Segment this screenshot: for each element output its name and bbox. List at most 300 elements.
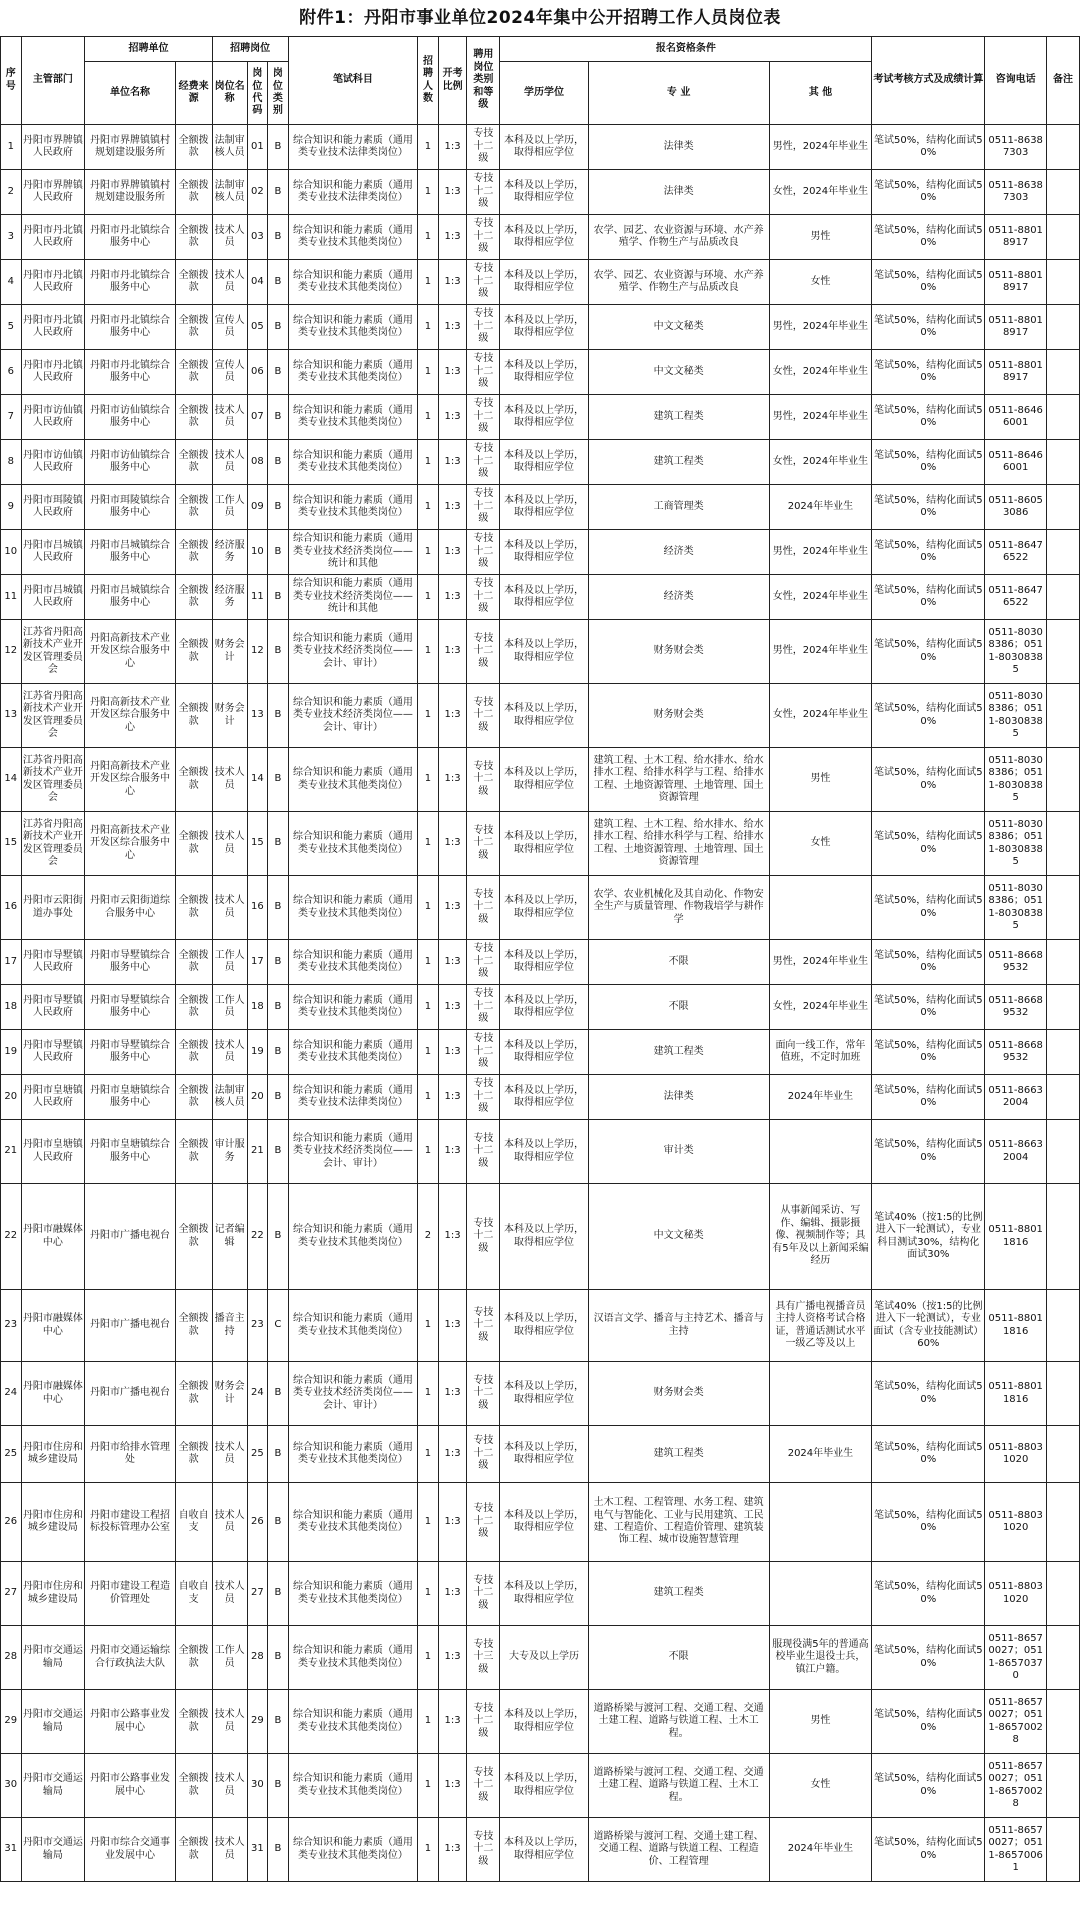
header-note: 备注 bbox=[1046, 37, 1079, 125]
cell-num: 1 bbox=[418, 985, 439, 1030]
cell-num: 1 bbox=[418, 530, 439, 575]
cell-code: 13 bbox=[247, 684, 268, 748]
cell-post: 法制审核人员 bbox=[212, 125, 247, 170]
cell-note bbox=[1046, 530, 1079, 575]
cell-num: 1 bbox=[418, 812, 439, 876]
table-row bbox=[1, 620, 1080, 684]
cell-note bbox=[1046, 1626, 1079, 1690]
cell-ratio: 1:3 bbox=[438, 1362, 467, 1426]
cell-seq: 12 bbox=[1, 620, 22, 684]
cell-major: 财务财会类 bbox=[588, 1362, 769, 1426]
cell-edu: 本科及以上学历，取得相应学位 bbox=[500, 1184, 588, 1290]
cell-level: 专技十二级 bbox=[467, 530, 500, 575]
cell-num: 1 bbox=[418, 1075, 439, 1120]
cell-unit: 丹阳市丹北镇综合服务中心 bbox=[85, 215, 175, 260]
cell-note bbox=[1046, 260, 1079, 305]
cell-num: 1 bbox=[418, 1362, 439, 1426]
table-row bbox=[1, 1362, 1080, 1426]
cell-num: 1 bbox=[418, 1426, 439, 1483]
cell-major: 不限 bbox=[588, 940, 769, 985]
cell-seq: 24 bbox=[1, 1362, 22, 1426]
table-row bbox=[1, 170, 1080, 215]
table-row bbox=[1, 305, 1080, 350]
cell-fund: 全额拨款 bbox=[175, 440, 212, 485]
cell-post: 技术人员 bbox=[212, 215, 247, 260]
cell-edu: 大专及以上学历 bbox=[500, 1626, 588, 1690]
cell-edu: 本科及以上学历，取得相应学位 bbox=[500, 1290, 588, 1362]
cell-other: 服现役满5年的普通高校毕业生退役士兵，镇江户籍。 bbox=[769, 1626, 872, 1690]
cell-ratio: 1:3 bbox=[438, 812, 467, 876]
cell-other bbox=[769, 1362, 872, 1426]
cell-seq: 16 bbox=[1, 876, 22, 940]
cell-fund: 全额拨款 bbox=[175, 1290, 212, 1362]
cell-fund: 全额拨款 bbox=[175, 350, 212, 395]
cell-level: 专技十二级 bbox=[467, 485, 500, 530]
cell-unit: 丹阳市建设工程造价管理处 bbox=[85, 1562, 175, 1626]
cell-major: 道路桥梁与渡河工程、交通土建工程、交通工程、道路与铁道工程、工程造价、工程管理 bbox=[588, 1818, 769, 1882]
cell-method: 笔试50%，结构化面试50% bbox=[872, 1030, 985, 1075]
cell-method: 笔试50%，结构化面试50% bbox=[872, 440, 985, 485]
cell-cat: B bbox=[268, 350, 289, 395]
cell-num: 1 bbox=[418, 876, 439, 940]
header-exam: 笔试科目 bbox=[288, 37, 417, 125]
cell-phone: 0511-88018917 bbox=[985, 350, 1047, 395]
cell-exam: 综合知识和能力素质（通用类专业技术其他类岗位） bbox=[288, 985, 417, 1030]
cell-level: 专技十二级 bbox=[467, 620, 500, 684]
cell-post: 技术人员 bbox=[212, 440, 247, 485]
cell-edu: 本科及以上学历，取得相应学位 bbox=[500, 1120, 588, 1184]
cell-dept: 江苏省丹阳高新技术产业开发区管理委员会 bbox=[21, 812, 85, 876]
cell-dept: 丹阳市吕城镇人民政府 bbox=[21, 575, 85, 620]
cell-edu: 本科及以上学历，取得相应学位 bbox=[500, 1075, 588, 1120]
cell-code: 14 bbox=[247, 748, 268, 812]
cell-num: 1 bbox=[418, 575, 439, 620]
cell-fund: 全额拨款 bbox=[175, 575, 212, 620]
cell-num: 1 bbox=[418, 350, 439, 395]
cell-cat: B bbox=[268, 485, 289, 530]
cell-unit: 丹阳高新技术产业开发区综合服务中心 bbox=[85, 812, 175, 876]
cell-level: 专技十三级 bbox=[467, 1626, 500, 1690]
table-row bbox=[1, 1626, 1080, 1690]
cell-unit: 丹阳市广播电视台 bbox=[85, 1184, 175, 1290]
cell-num: 1 bbox=[418, 940, 439, 985]
cell-edu: 本科及以上学历，取得相应学位 bbox=[500, 260, 588, 305]
cell-code: 26 bbox=[247, 1483, 268, 1562]
cell-dept: 丹阳市丹北镇人民政府 bbox=[21, 260, 85, 305]
cell-num: 2 bbox=[418, 1184, 439, 1290]
cell-ratio: 1:3 bbox=[438, 305, 467, 350]
cell-other: 女性，2024年毕业生 bbox=[769, 684, 872, 748]
table-row bbox=[1, 684, 1080, 748]
cell-other: 女性 bbox=[769, 260, 872, 305]
cell-seq: 18 bbox=[1, 985, 22, 1030]
cell-exam: 综合知识和能力素质（通用类专业技术其他类岗位） bbox=[288, 1483, 417, 1562]
cell-unit: 丹阳市建设工程招标投标管理办公室 bbox=[85, 1483, 175, 1562]
cell-fund: 全额拨款 bbox=[175, 1754, 212, 1818]
cell-code: 21 bbox=[247, 1120, 268, 1184]
cell-edu: 本科及以上学历，取得相应学位 bbox=[500, 125, 588, 170]
cell-dept: 丹阳市丹北镇人民政府 bbox=[21, 350, 85, 395]
cell-note bbox=[1046, 350, 1079, 395]
cell-unit: 丹阳市导墅镇综合服务中心 bbox=[85, 940, 175, 985]
cell-other: 男性，2024年毕业生 bbox=[769, 125, 872, 170]
cell-other: 男性，2024年毕业生 bbox=[769, 395, 872, 440]
cell-other bbox=[769, 1562, 872, 1626]
cell-exam: 综合知识和能力素质（通用类专业技术其他类岗位） bbox=[288, 1562, 417, 1626]
cell-major: 土木工程、工程管理、水务工程、建筑电气与智能化、工业与民用建筑、工民建、工程造价、工程造价管理、建筑装饰工程、城市设施智慧管理 bbox=[588, 1483, 769, 1562]
cell-exam: 综合知识和能力素质（通用类专业技术其他类岗位） bbox=[288, 1690, 417, 1754]
cell-ratio: 1:3 bbox=[438, 620, 467, 684]
cell-exam: 综合知识和能力素质（通用类专业技术其他类岗位） bbox=[288, 1626, 417, 1690]
cell-post: 技术人员 bbox=[212, 1754, 247, 1818]
cell-code: 02 bbox=[247, 170, 268, 215]
cell-cat: B bbox=[268, 1626, 289, 1690]
recruitment-table bbox=[0, 36, 1080, 1882]
cell-ratio: 1:3 bbox=[438, 170, 467, 215]
cell-method: 笔试50%，结构化面试50% bbox=[872, 350, 985, 395]
cell-seq: 6 bbox=[1, 350, 22, 395]
cell-fund: 自收自支 bbox=[175, 1562, 212, 1626]
cell-other: 男性，2024年毕业生 bbox=[769, 940, 872, 985]
cell-major: 建筑工程类 bbox=[588, 1426, 769, 1483]
cell-code: 24 bbox=[247, 1362, 268, 1426]
cell-level: 专技十二级 bbox=[467, 940, 500, 985]
cell-post: 技术人员 bbox=[212, 748, 247, 812]
cell-phone: 0511-86053086 bbox=[985, 485, 1047, 530]
cell-method: 笔试50%，结构化面试50% bbox=[872, 305, 985, 350]
cell-dept: 江苏省丹阳高新技术产业开发区管理委员会 bbox=[21, 620, 85, 684]
cell-level: 专技十二级 bbox=[467, 1562, 500, 1626]
table-row bbox=[1, 260, 1080, 305]
cell-fund: 全额拨款 bbox=[175, 170, 212, 215]
cell-seq: 4 bbox=[1, 260, 22, 305]
header-unit-name: 单位名称 bbox=[85, 62, 175, 125]
header-num: 招聘人数 bbox=[418, 37, 439, 125]
cell-unit: 丹阳市珥陵镇综合服务中心 bbox=[85, 485, 175, 530]
cell-dept: 丹阳市皇塘镇人民政府 bbox=[21, 1075, 85, 1120]
cell-phone: 0511-88011816 bbox=[985, 1362, 1047, 1426]
cell-edu: 本科及以上学历，取得相应学位 bbox=[500, 1426, 588, 1483]
cell-ratio: 1:3 bbox=[438, 1426, 467, 1483]
cell-code: 27 bbox=[247, 1562, 268, 1626]
cell-phone: 0511-80308386；0511-80308385 bbox=[985, 876, 1047, 940]
cell-major: 中文文秘类 bbox=[588, 1184, 769, 1290]
cell-method: 笔试50%，结构化面试50% bbox=[872, 876, 985, 940]
cell-cat: B bbox=[268, 1426, 289, 1483]
cell-exam: 综合知识和能力素质（通用类专业技术其他类岗位） bbox=[288, 1290, 417, 1362]
cell-note bbox=[1046, 440, 1079, 485]
cell-note bbox=[1046, 1030, 1079, 1075]
table-row bbox=[1, 530, 1080, 575]
cell-post: 法制审核人员 bbox=[212, 170, 247, 215]
cell-major: 财务财会类 bbox=[588, 684, 769, 748]
cell-post: 宣传人员 bbox=[212, 350, 247, 395]
cell-major: 农学、园艺、农业资源与环境、水产养殖学、作物生产与品质改良 bbox=[588, 260, 769, 305]
cell-other: 男性 bbox=[769, 1690, 872, 1754]
cell-ratio: 1:3 bbox=[438, 395, 467, 440]
cell-dept: 丹阳市界牌镇人民政府 bbox=[21, 170, 85, 215]
cell-cat: B bbox=[268, 1562, 289, 1626]
cell-dept: 江苏省丹阳高新技术产业开发区管理委员会 bbox=[21, 748, 85, 812]
cell-edu: 本科及以上学历，取得相应学位 bbox=[500, 1754, 588, 1818]
cell-unit: 丹阳市界牌镇镇村规划建设服务所 bbox=[85, 125, 175, 170]
cell-unit: 丹阳市公路事业发展中心 bbox=[85, 1754, 175, 1818]
cell-ratio: 1:3 bbox=[438, 1483, 467, 1562]
cell-phone: 0511-86632004 bbox=[985, 1120, 1047, 1184]
cell-seq: 2 bbox=[1, 170, 22, 215]
cell-unit: 丹阳市给排水管理处 bbox=[85, 1426, 175, 1483]
cell-method: 笔试50%，结构化面试50% bbox=[872, 985, 985, 1030]
cell-method: 笔试50%，结构化面试50% bbox=[872, 748, 985, 812]
cell-dept: 丹阳市云阳街道办事处 bbox=[21, 876, 85, 940]
cell-method: 笔试50%，结构化面试50% bbox=[872, 530, 985, 575]
cell-exam: 综合知识和能力素质（通用类专业技术其他类岗位） bbox=[288, 215, 417, 260]
cell-method: 笔试50%，结构化面试50% bbox=[872, 1483, 985, 1562]
cell-num: 1 bbox=[418, 395, 439, 440]
cell-exam: 综合知识和能力素质（通用类专业技术法律类岗位） bbox=[288, 1075, 417, 1120]
cell-note bbox=[1046, 812, 1079, 876]
cell-method: 笔试50%，结构化面试50% bbox=[872, 575, 985, 620]
header-unit-group: 招聘单位 bbox=[85, 37, 212, 62]
cell-edu: 本科及以上学历，取得相应学位 bbox=[500, 1562, 588, 1626]
cell-code: 16 bbox=[247, 876, 268, 940]
cell-ratio: 1:3 bbox=[438, 940, 467, 985]
cell-note bbox=[1046, 170, 1079, 215]
cell-dept: 丹阳市住房和城乡建设局 bbox=[21, 1426, 85, 1483]
cell-method: 笔试50%，结构化面试50% bbox=[872, 1562, 985, 1626]
cell-fund: 全额拨款 bbox=[175, 1075, 212, 1120]
cell-level: 专技十二级 bbox=[467, 575, 500, 620]
cell-num: 1 bbox=[418, 684, 439, 748]
cell-method: 笔试50%，结构化面试50% bbox=[872, 215, 985, 260]
cell-num: 1 bbox=[418, 1483, 439, 1562]
cell-note bbox=[1046, 684, 1079, 748]
header-edu: 学历学位 bbox=[500, 62, 588, 125]
cell-level: 专技十二级 bbox=[467, 1075, 500, 1120]
cell-num: 1 bbox=[418, 1120, 439, 1184]
cell-ratio: 1:3 bbox=[438, 440, 467, 485]
cell-method: 笔试50%，结构化面试50% bbox=[872, 1120, 985, 1184]
cell-other: 2024年毕业生 bbox=[769, 1818, 872, 1882]
cell-fund: 全额拨款 bbox=[175, 1818, 212, 1882]
cell-exam: 综合知识和能力素质（通用类专业技术其他类岗位） bbox=[288, 350, 417, 395]
cell-num: 1 bbox=[418, 1690, 439, 1754]
cell-dept: 丹阳市交通运输局 bbox=[21, 1626, 85, 1690]
cell-fund: 全额拨款 bbox=[175, 940, 212, 985]
cell-exam: 综合知识和能力素质（通用类专业技术其他类岗位） bbox=[288, 1030, 417, 1075]
cell-dept: 丹阳市丹北镇人民政府 bbox=[21, 305, 85, 350]
cell-unit: 丹阳市访仙镇综合服务中心 bbox=[85, 440, 175, 485]
cell-phone: 0511-86466001 bbox=[985, 440, 1047, 485]
cell-note bbox=[1046, 748, 1079, 812]
cell-phone: 0511-86570027；0511-86570061 bbox=[985, 1818, 1047, 1882]
cell-num: 1 bbox=[418, 1290, 439, 1362]
cell-code: 09 bbox=[247, 485, 268, 530]
cell-ratio: 1:3 bbox=[438, 350, 467, 395]
cell-major: 不限 bbox=[588, 985, 769, 1030]
cell-major: 农学、农业机械化及其自动化、作物安全生产与质量管理、作物栽培学与耕作学 bbox=[588, 876, 769, 940]
cell-edu: 本科及以上学历，取得相应学位 bbox=[500, 748, 588, 812]
cell-level: 专技十二级 bbox=[467, 1290, 500, 1362]
header-phone: 咨询电话 bbox=[985, 37, 1047, 125]
cell-cat: B bbox=[268, 395, 289, 440]
cell-unit: 丹阳市皇塘镇综合服务中心 bbox=[85, 1120, 175, 1184]
cell-post: 技术人员 bbox=[212, 1818, 247, 1882]
cell-cat: B bbox=[268, 1184, 289, 1290]
cell-post: 记者编辑 bbox=[212, 1184, 247, 1290]
cell-cat: B bbox=[268, 1818, 289, 1882]
cell-unit: 丹阳市丹北镇综合服务中心 bbox=[85, 305, 175, 350]
cell-phone: 0511-80308386；0511-80308385 bbox=[985, 684, 1047, 748]
cell-method: 笔试50%，结构化面试50% bbox=[872, 684, 985, 748]
cell-seq: 30 bbox=[1, 1754, 22, 1818]
table-row bbox=[1, 1562, 1080, 1626]
cell-exam: 综合知识和能力素质（通用类专业技术其他类岗位） bbox=[288, 1754, 417, 1818]
cell-exam: 综合知识和能力素质（通用类专业技术其他类岗位） bbox=[288, 305, 417, 350]
cell-level: 专技十二级 bbox=[467, 305, 500, 350]
cell-exam: 综合知识和能力素质（通用类专业技术经济类岗位——会计、审计） bbox=[288, 1362, 417, 1426]
cell-note bbox=[1046, 305, 1079, 350]
cell-ratio: 1:3 bbox=[438, 485, 467, 530]
cell-num: 1 bbox=[418, 170, 439, 215]
cell-unit: 丹阳市吕城镇综合服务中心 bbox=[85, 575, 175, 620]
cell-phone: 0511-88011816 bbox=[985, 1184, 1047, 1290]
cell-seq: 8 bbox=[1, 440, 22, 485]
cell-unit: 丹阳市访仙镇综合服务中心 bbox=[85, 395, 175, 440]
cell-exam: 综合知识和能力素质（通用类专业技术其他类岗位） bbox=[288, 440, 417, 485]
cell-other bbox=[769, 1483, 872, 1562]
cell-edu: 本科及以上学历，取得相应学位 bbox=[500, 1030, 588, 1075]
cell-major: 建筑工程、土木工程、给水排水、给水排水工程、给排水科学与工程、给排水工程、土地资源管理、土地管理、国土资源管理 bbox=[588, 748, 769, 812]
cell-seq: 19 bbox=[1, 1030, 22, 1075]
cell-code: 31 bbox=[247, 1818, 268, 1882]
cell-fund: 全额拨款 bbox=[175, 620, 212, 684]
cell-post: 工作人员 bbox=[212, 1626, 247, 1690]
cell-fund: 全额拨款 bbox=[175, 1426, 212, 1483]
cell-num: 1 bbox=[418, 1754, 439, 1818]
cell-post: 技术人员 bbox=[212, 260, 247, 305]
cell-major: 汉语言文学、播音与主持艺术、播音与主持 bbox=[588, 1290, 769, 1362]
cell-major: 建筑工程类 bbox=[588, 395, 769, 440]
cell-level: 专技十二级 bbox=[467, 350, 500, 395]
cell-note bbox=[1046, 1754, 1079, 1818]
cell-method: 笔试50%，结构化面试50% bbox=[872, 1626, 985, 1690]
cell-phone: 0511-88018917 bbox=[985, 215, 1047, 260]
cell-dept: 江苏省丹阳高新技术产业开发区管理委员会 bbox=[21, 684, 85, 748]
table-row bbox=[1, 215, 1080, 260]
cell-post: 技术人员 bbox=[212, 1690, 247, 1754]
cell-cat: C bbox=[268, 1290, 289, 1362]
cell-unit: 丹阳市交通运输综合行政执法大队 bbox=[85, 1626, 175, 1690]
cell-fund: 全额拨款 bbox=[175, 876, 212, 940]
table-row bbox=[1, 940, 1080, 985]
cell-exam: 综合知识和能力素质（通用类专业技术经济类岗位——统计和其他 bbox=[288, 530, 417, 575]
cell-unit: 丹阳市公路事业发展中心 bbox=[85, 1690, 175, 1754]
cell-seq: 1 bbox=[1, 125, 22, 170]
cell-post: 财务会计 bbox=[212, 684, 247, 748]
cell-post: 法制审核人员 bbox=[212, 1075, 247, 1120]
cell-major: 经济类 bbox=[588, 575, 769, 620]
cell-phone: 0511-88031020 bbox=[985, 1426, 1047, 1483]
cell-seq: 17 bbox=[1, 940, 22, 985]
cell-num: 1 bbox=[418, 440, 439, 485]
cell-other bbox=[769, 876, 872, 940]
cell-major: 法律类 bbox=[588, 170, 769, 215]
cell-method: 笔试50%，结构化面试50% bbox=[872, 125, 985, 170]
header-post-name: 岗位名称 bbox=[212, 62, 247, 125]
cell-other: 面向一线工作，常年值班，不定时加班 bbox=[769, 1030, 872, 1075]
cell-dept: 丹阳市融媒体中心 bbox=[21, 1290, 85, 1362]
cell-method: 笔试50%，结构化面试50% bbox=[872, 620, 985, 684]
cell-other: 男性 bbox=[769, 748, 872, 812]
cell-exam: 综合知识和能力素质（通用类专业技术其他类岗位） bbox=[288, 1184, 417, 1290]
table-row bbox=[1, 1184, 1080, 1290]
cell-method: 笔试50%，结构化面试50% bbox=[872, 1362, 985, 1426]
cell-phone: 0511-86466001 bbox=[985, 395, 1047, 440]
cell-level: 专技十二级 bbox=[467, 748, 500, 812]
cell-ratio: 1:3 bbox=[438, 260, 467, 305]
cell-dept: 丹阳市交通运输局 bbox=[21, 1754, 85, 1818]
table-row bbox=[1, 1483, 1080, 1562]
cell-seq: 20 bbox=[1, 1075, 22, 1120]
cell-note bbox=[1046, 1426, 1079, 1483]
cell-level: 专技十二级 bbox=[467, 876, 500, 940]
cell-level: 专技十二级 bbox=[467, 684, 500, 748]
cell-code: 10 bbox=[247, 530, 268, 575]
cell-seq: 28 bbox=[1, 1626, 22, 1690]
cell-cat: B bbox=[268, 940, 289, 985]
cell-level: 专技十二级 bbox=[467, 260, 500, 305]
cell-major: 建筑工程类 bbox=[588, 1562, 769, 1626]
cell-fund: 全额拨款 bbox=[175, 125, 212, 170]
cell-num: 1 bbox=[418, 748, 439, 812]
cell-fund: 全额拨款 bbox=[175, 305, 212, 350]
cell-exam: 综合知识和能力素质（通用类专业技术其他类岗位） bbox=[288, 876, 417, 940]
cell-ratio: 1:3 bbox=[438, 1030, 467, 1075]
cell-note bbox=[1046, 1483, 1079, 1562]
cell-num: 1 bbox=[418, 1626, 439, 1690]
cell-major: 工商管理类 bbox=[588, 485, 769, 530]
cell-dept: 丹阳市导墅镇人民政府 bbox=[21, 940, 85, 985]
header-dept: 主管部门 bbox=[21, 37, 85, 125]
cell-dept: 丹阳市访仙镇人民政府 bbox=[21, 395, 85, 440]
cell-other: 女性 bbox=[769, 1754, 872, 1818]
cell-fund: 全额拨款 bbox=[175, 748, 212, 812]
header-seq: 序号 bbox=[1, 37, 22, 125]
cell-seq: 23 bbox=[1, 1290, 22, 1362]
cell-ratio: 1:3 bbox=[438, 1626, 467, 1690]
cell-level: 专技十二级 bbox=[467, 1754, 500, 1818]
cell-method: 笔试50%，结构化面试50% bbox=[872, 1426, 985, 1483]
cell-edu: 本科及以上学历，取得相应学位 bbox=[500, 876, 588, 940]
cell-level: 专技十二级 bbox=[467, 812, 500, 876]
cell-unit: 丹阳市导墅镇综合服务中心 bbox=[85, 985, 175, 1030]
cell-fund: 全额拨款 bbox=[175, 395, 212, 440]
table-row bbox=[1, 1030, 1080, 1075]
cell-ratio: 1:3 bbox=[438, 1290, 467, 1362]
cell-major: 财务财会类 bbox=[588, 620, 769, 684]
cell-method: 笔试50%，结构化面试50% bbox=[872, 1075, 985, 1120]
cell-code: 18 bbox=[247, 985, 268, 1030]
table-row bbox=[1, 125, 1080, 170]
cell-level: 专技十二级 bbox=[467, 1690, 500, 1754]
cell-ratio: 1:3 bbox=[438, 125, 467, 170]
cell-note bbox=[1046, 215, 1079, 260]
cell-num: 1 bbox=[418, 1818, 439, 1882]
cell-dept: 丹阳市融媒体中心 bbox=[21, 1362, 85, 1426]
cell-code: 20 bbox=[247, 1075, 268, 1120]
cell-seq: 25 bbox=[1, 1426, 22, 1483]
